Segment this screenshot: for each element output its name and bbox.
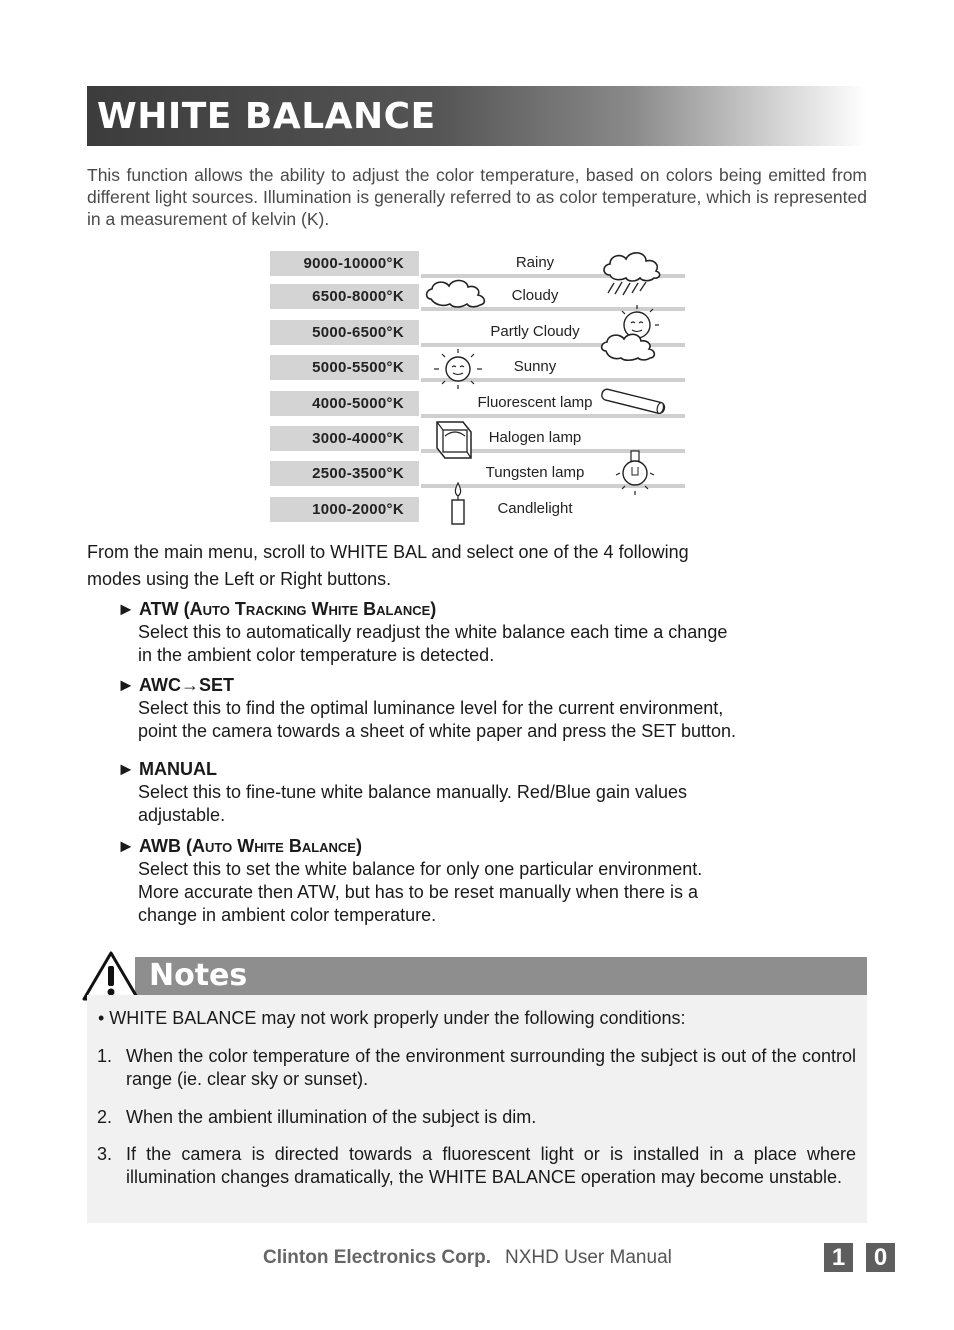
mode-description: in the ambient color temperature is detected.	[138, 645, 495, 665]
partly-cloudy-icon	[600, 303, 670, 369]
mode-description: adjustable.	[138, 805, 226, 825]
light-source-label: Rainy	[515, 254, 555, 271]
kelvin-range: 4000-5000°K	[270, 391, 419, 416]
notes-intro: • WHITE BALANCE may not work properly under the following conditions:	[98, 1008, 686, 1028]
mode-description: Select this to automatically readjust the white balance each time a change	[138, 622, 728, 642]
mode-name: MANUAL	[139, 759, 217, 779]
item-text: When the ambient illumination of the subject is dim.	[126, 1107, 537, 1127]
mode-description: change in ambient color temperature.	[138, 905, 437, 925]
light-source-label: Candlelight	[497, 500, 573, 517]
mode-name: AWB	[139, 836, 181, 856]
kelvin-range: 9000-10000°K	[270, 251, 419, 276]
mode-fullname: (Auto Tracking White Balance)	[183, 599, 437, 619]
notes-title: Notes	[149, 958, 248, 993]
light-source-label: Cloudy	[511, 287, 559, 304]
mode-description: point the camera towards a sheet of white paper and press the SET button.	[138, 721, 737, 741]
kelvin-range: 5000-5500°K	[270, 355, 419, 380]
mode-awc-set	[117, 674, 877, 743]
page-number-digit: 1	[824, 1243, 853, 1272]
footer	[263, 1247, 672, 1269]
kelvin-range: 2500-3500°K	[270, 461, 419, 486]
mode-atw	[117, 598, 877, 667]
light-source-label: Halogen lamp	[488, 429, 582, 446]
item-number: 1.	[97, 1046, 113, 1066]
kelvin-range: 1000-2000°K	[270, 497, 419, 522]
mode-manual	[117, 758, 877, 827]
mode-fullname: (Auto White Balance)	[186, 836, 362, 856]
page-title: WHITE BALANCE	[97, 96, 436, 137]
triangle-bullet-icon: ►	[117, 675, 135, 695]
instruction-line: modes using the Left or Right buttons.	[87, 569, 392, 589]
triangle-bullet-icon: ►	[117, 836, 135, 856]
page-number-digit: 0	[866, 1243, 895, 1272]
mode-name: ATW	[139, 599, 179, 619]
candle-icon	[448, 481, 468, 525]
notes-box	[87, 995, 867, 1223]
light-source-label: Partly Cloudy	[490, 323, 580, 340]
mode-description: Select this to set the white balance for only one particular environment.	[138, 859, 703, 879]
triangle-bullet-icon: ►	[117, 759, 135, 779]
table-row	[270, 497, 685, 525]
mode-description: Select this to fine-tune white balance manually. Red/Blue gain values	[138, 782, 687, 802]
mode-description: More accurate then ATW, but has to be reset manually when there is a	[138, 882, 698, 902]
light-source-label: Fluorescent lamp	[477, 394, 593, 411]
kelvin-range: 3000-4000°K	[270, 426, 419, 451]
cloud-icon	[425, 277, 493, 311]
item-text: When the color temperature of the environment surrounding the subject is out of the control range (ie. clear sky or sunset).	[126, 1046, 856, 1089]
instruction-line: From the main menu, scroll to WHITE BAL and select one of the 4 following	[87, 542, 689, 562]
color-temperature-table	[270, 251, 685, 524]
notes-header-bar	[135, 957, 867, 995]
mode-name: AWC→SET	[139, 675, 235, 695]
triangle-bullet-icon: ►	[117, 599, 135, 619]
light-source-label: Sunny	[513, 358, 557, 375]
item-number: 3.	[97, 1144, 113, 1164]
light-bulb-icon	[612, 445, 658, 497]
company-name: Clinton Electronics Corp.	[263, 1247, 492, 1268]
manual-name: NXHD User Manual	[505, 1247, 672, 1268]
mode-description: Select this to find the optimal luminance level for the current environment,	[138, 698, 724, 718]
kelvin-range: 5000-6500°K	[270, 320, 419, 345]
halogen-lamp-icon	[433, 418, 481, 462]
intro-paragraph: This function allows the ability to adjust the color temperature, based on colors being emitted from different light sources. Illumination is generally referred to as color temperature, which is represented in a measurement of kelvin (K).	[87, 165, 867, 229]
section-title-bar	[87, 86, 867, 146]
item-number: 2.	[97, 1107, 113, 1127]
rain-cloud-icon	[600, 249, 672, 297]
light-source-label: Tungsten lamp	[485, 464, 585, 481]
kelvin-range: 6500-8000°K	[270, 284, 419, 309]
sun-icon	[432, 347, 484, 391]
mode-awb	[117, 835, 877, 927]
item-text: If the camera is directed towards a fluorescent light or is installed in a place where illumination changes dramatically, the WHITE BALANCE operation may become unstable.	[126, 1144, 856, 1187]
fluorescent-tube-icon	[595, 387, 673, 417]
